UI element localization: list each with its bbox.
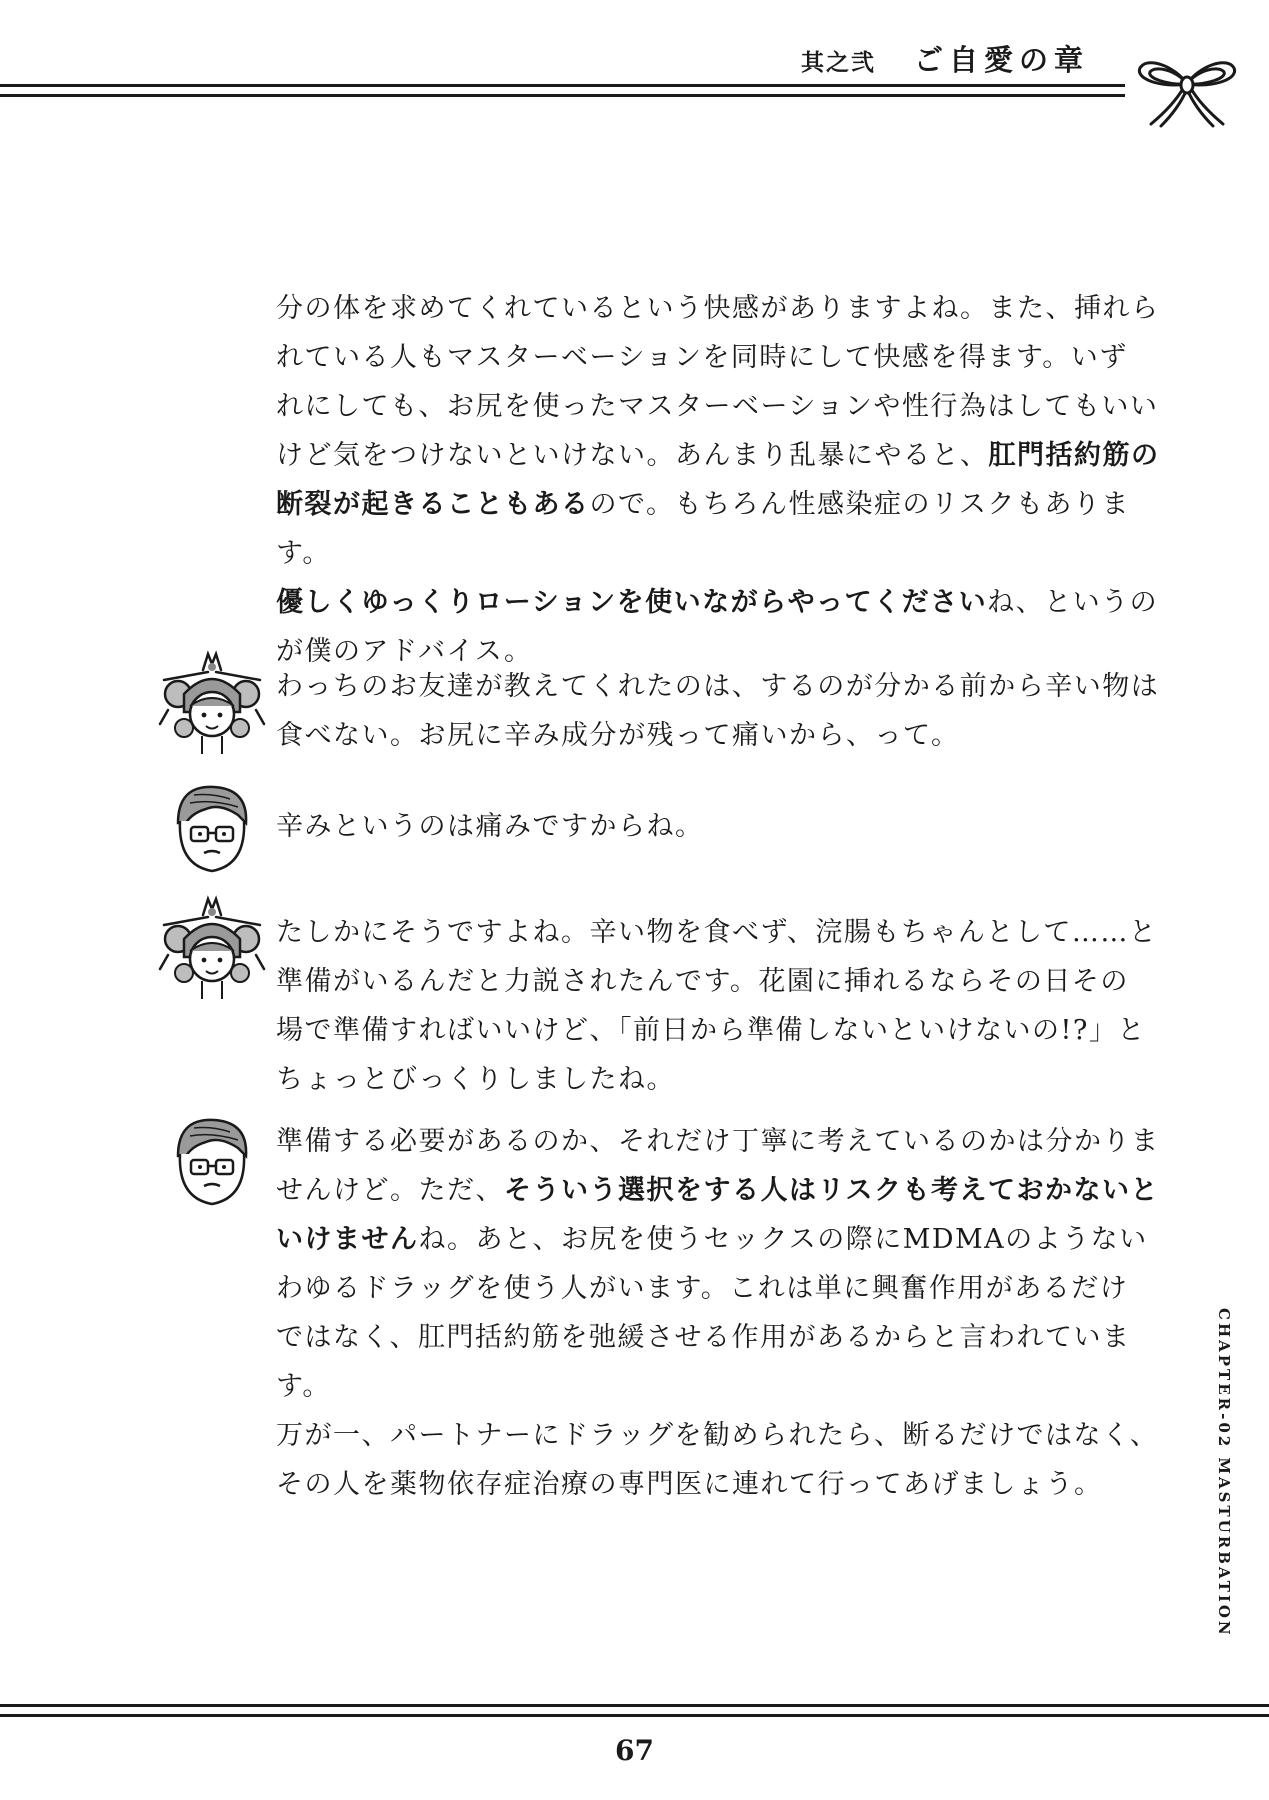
text-line (276, 489, 1130, 569)
text-run: 準備がいるんだと力説されたんです。花園に挿れるならその日その (276, 966, 1129, 997)
text-line (276, 440, 1160, 471)
text-run: 辛みというのは痛みですからね。 (276, 811, 704, 842)
emphasis-text: 肛門括約筋の (988, 440, 1160, 471)
oiran-avatar (158, 895, 266, 1003)
text-run: ね。あと、お尻を使うセックスの際にMDMAのようない (418, 1224, 1148, 1255)
paragraph (276, 662, 1176, 760)
text-line (276, 966, 1129, 997)
text-run: ね、というの (987, 587, 1159, 618)
doctor-avatar (158, 775, 266, 883)
oiran-avatar (158, 650, 266, 758)
text-line (276, 342, 1128, 373)
text-run: その人を薬物依存症治療の専門医に連れて行ってあげましょう。 (276, 1469, 1103, 1500)
text-line (276, 1064, 675, 1095)
footer-rule-bottom (0, 1714, 1269, 1717)
text-run: 準備する必要があるのか、それだけ丁寧に考えているのかは分かりま (276, 1126, 1160, 1157)
text-line (276, 1126, 1160, 1157)
text-run: たしかにそうですよね。辛い物を食べず、浣腸もちゃんとして……と (276, 917, 1158, 948)
text-run: れにしても、お尻を使ったマスターベーションや性行為はしてもいい (276, 391, 1159, 422)
oiran-avatar-icon (158, 650, 266, 758)
paragraph (276, 802, 1176, 851)
emphasis-text: 優しくゆっくりローションを使いながらやってください (276, 587, 988, 618)
text-run: 分の体を求めてくれているという快感がありますよね。また、挿れら (276, 293, 1160, 324)
text-line (276, 1322, 1130, 1402)
footer-rule-top (0, 1704, 1269, 1707)
text-run: ちょっとびっくりしましたね。 (276, 1064, 675, 1095)
chapter-side-label: CHAPTER-02 MASTURBATION (1215, 1308, 1233, 1638)
text-line (276, 671, 1159, 702)
text-run: けど気をつけないといけない。あんまり乱暴にやると、 (276, 440, 989, 471)
paragraph (276, 908, 1176, 1104)
chapter-kicker: 其之弐 (800, 50, 876, 76)
paragraph (276, 284, 1176, 676)
text-line (276, 587, 1158, 618)
doctor-avatar-icon (158, 1108, 266, 1216)
text-run: せんけど。ただ、 (276, 1175, 504, 1206)
text-run: 万が一、パートナーにドラッグを勧められたら、断るだけではなく、 (276, 1420, 1159, 1451)
text-line (276, 1273, 1128, 1304)
text-run: ではなく、肛門括約筋を弛緩させる作用があるからと言われています。 (276, 1322, 1131, 1402)
text-line (276, 1224, 1148, 1255)
emphasis-text: 断裂が起きることもある (276, 489, 590, 520)
header-rule-bottom (0, 94, 1125, 97)
paragraph (276, 1117, 1176, 1509)
text-run: わゆるドラッグを使う人がいます。これは単に興奮作用があるだけ (276, 1273, 1129, 1304)
doctor-avatar-icon (158, 775, 266, 883)
text-line (276, 293, 1160, 324)
text-run: れている人もマスターベーションを同時にして快感を得ます。いず (276, 342, 1128, 373)
text-run: ので。もちろん性感染症のリスクもあります。 (276, 489, 1130, 569)
emphasis-text: いけません (276, 1224, 419, 1255)
text-line (276, 1469, 1103, 1500)
text-line (276, 391, 1158, 422)
text-run: わっちのお友達が教えてくれたのは、するのが分かる前から辛い物は (276, 671, 1160, 702)
text-line (276, 720, 959, 751)
text-run: 場で準備すればいいけど、「前日から準備しないといけないの!?」と (276, 1015, 1146, 1046)
text-run: 食べない。お尻に辛み成分が残って痛いから、って。 (276, 720, 960, 751)
text-line (276, 1175, 1159, 1206)
emphasis-text: そういう選択をする人はリスクも考えておかないと (504, 1175, 1159, 1206)
running-header (801, 38, 1089, 79)
text-line (276, 917, 1157, 948)
text-line (276, 811, 704, 842)
page-number: 67 (615, 1734, 654, 1767)
text-line (276, 1420, 1158, 1451)
text-run: が僕のアドバイス。 (276, 636, 533, 667)
oiran-avatar-icon (158, 895, 266, 1003)
header-rule-top (0, 84, 1125, 87)
mizuhiki-bow-icon (1133, 46, 1241, 128)
chapter-title: ご自愛の章 (913, 43, 1089, 77)
text-line (276, 1015, 1146, 1046)
doctor-avatar (158, 1108, 266, 1216)
